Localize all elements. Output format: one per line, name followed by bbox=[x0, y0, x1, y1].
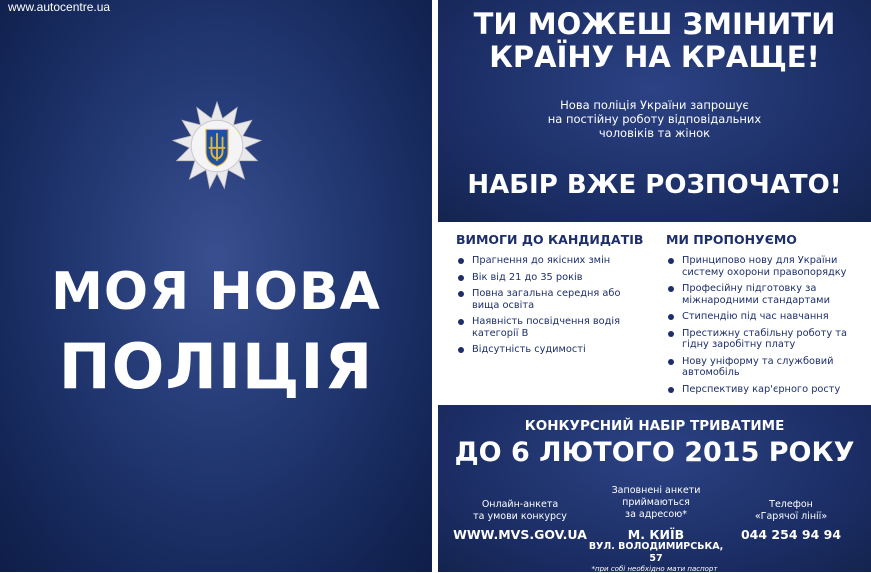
offers-title: МИ ПРОПОНУЄМО bbox=[666, 232, 797, 247]
recruit-started: НАБІР ВЖЕ РОЗПОЧАТО! bbox=[467, 170, 842, 200]
subheadline bbox=[438, 98, 871, 140]
info-section bbox=[438, 222, 871, 405]
requirements-title: ВИМОГИ ДО КАНДИДАТІВ bbox=[456, 232, 644, 247]
footnote: *при собі необхідно мати паспорт bbox=[591, 565, 718, 573]
deadline-text: ДО 6 ЛЮТОГО 2015 РОКУ bbox=[454, 437, 855, 468]
website-link[interactable]: WWW.MVS.GOV.UA bbox=[453, 527, 587, 542]
list-item: Престижну стабільну роботу та гідну заробітну плату bbox=[666, 328, 866, 351]
contest-text: КОНКУРСНИЙ НАБІР ТРИВАТИМЕ bbox=[524, 418, 785, 434]
headline-line2: КРАЇНУ НА КРАЩЕ! bbox=[489, 40, 820, 74]
list-item: Повна загальна середня або вища освіта bbox=[456, 288, 646, 311]
phone-number[interactable]: 044 254 94 94 bbox=[740, 527, 842, 542]
left-title-line1: МОЯ НОВА bbox=[51, 262, 381, 322]
watermark: www.autocentre.ua bbox=[8, 0, 111, 14]
phone-info bbox=[721, 499, 861, 541]
address-info bbox=[586, 485, 726, 565]
online-label-2: та умови конкурсу bbox=[473, 511, 567, 522]
offers-column bbox=[666, 232, 866, 400]
list-item: Прагнення до якісних змін bbox=[456, 255, 646, 267]
address-label-1: Заповнені анкети bbox=[611, 485, 701, 496]
list-item: Принципово нову для України систему охорони правопорядку bbox=[666, 255, 866, 278]
address-street: ВУЛ. ВОЛОДИМИРСЬКА, 57 bbox=[588, 541, 724, 564]
address-label-2: приймаються bbox=[622, 497, 690, 508]
list-item: Перспективу кар'єрного росту bbox=[666, 384, 866, 396]
police-badge-icon bbox=[171, 100, 263, 192]
address-label-3: за адресою* bbox=[625, 509, 687, 520]
online-info bbox=[450, 499, 590, 541]
deadline-band bbox=[438, 405, 871, 572]
requirements-column bbox=[456, 232, 646, 361]
sub-line1: Нова поліція України запрошує bbox=[560, 98, 749, 112]
list-item: Відсутність судимості bbox=[456, 344, 646, 356]
right-poster bbox=[438, 0, 871, 572]
headline bbox=[438, 8, 871, 74]
list-item: Професійну підготовку за міжнародними стандартами bbox=[666, 283, 866, 306]
left-title-line2: ПОЛІЦІЯ bbox=[58, 330, 374, 403]
headline-line1: ТИ МОЖЕШ ЗМІНИТИ bbox=[473, 7, 836, 41]
list-item: Наявність посвідчення водія категорії В bbox=[456, 316, 646, 339]
phone-label-2: «Гарячої лінії» bbox=[754, 511, 828, 522]
sub-line2: на постійну роботу відповідальних bbox=[547, 112, 762, 126]
header-band bbox=[438, 0, 871, 222]
address-city: М. КИЇВ bbox=[627, 527, 685, 542]
offers-list bbox=[666, 255, 866, 395]
sub-line3: чоловіків та жінок bbox=[598, 126, 711, 140]
list-item: Стипендію під час навчання bbox=[666, 311, 866, 323]
online-label-1: Онлайн-анкета bbox=[481, 499, 559, 510]
left-poster bbox=[0, 0, 432, 572]
requirements-list bbox=[456, 255, 646, 356]
list-item: Нову уніформу та службовий автомобіль bbox=[666, 356, 866, 379]
list-item: Вік від 21 до 35 років bbox=[456, 272, 646, 284]
phone-label-1: Телефон bbox=[769, 499, 813, 510]
